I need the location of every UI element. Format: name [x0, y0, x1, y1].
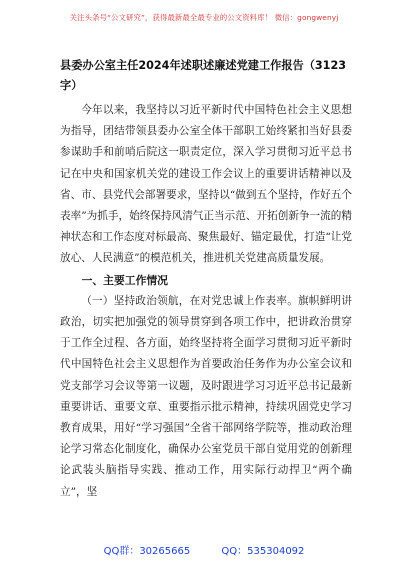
- qq-contact-link[interactable]: QQ：535304092: [221, 546, 305, 557]
- qq-group-link[interactable]: QQ群：30265665: [103, 546, 191, 557]
- document-title: 县委办公室主任2024年述职述廉述党建工作报告（3123字）: [60, 59, 347, 92]
- document-body: [60, 100, 352, 503]
- contact-footer: [0, 542, 408, 557]
- section-paragraph: （一）坚持政治领航，在对党忠诚上作表率。旗帜鲜明讲政治，切实把加强党的领导贯穿到各项工作中，把讲政治贯穿于工作全过程、各方面，始终坚持将全面学习贯彻习近平新时代中国特色社会主义思想作为首要政治任务作为办公室会议和党支部学习会议等第一议题，及时跟进学习习近平总书记最新重要讲话、重要文章、重要指示批示精神，持续巩固党史学习教育成果，用好“学习强国”全省干部网络学院等，推动政治理论学习常态化制度化，确保办公室党员干部自觉用党的创新理论武装头脑指导实践、推动工作，用实际行动捍卫“两个确立”，坚: [60, 294, 352, 498]
- section-heading: 一、主要工作情况: [81, 273, 168, 287]
- intro-paragraph: 今年以来，我坚持以习近平新时代中国特色社会主义思想为指导，团结带领县委办公室全体干部职工始终紧扣当好县委参谋助手和前哨后院这一职责定位，深入学习贯彻习近平总书记在中央和国家机关党的建设工作会议上的重要讲话精神以及省、市、县党代会部署要求，坚持以“做到五个坚持，作好五个表率”为抓手，始终保持风清气正当示范、开拓创新争一流的精神状态和工作态度对标最高、聚焦最好、锚定最优，打造“让党放心、人民满意”的模范机关，推进机关党建高质量发展。: [60, 104, 352, 265]
- promo-banner: 关注头条号“公文研究”，获得最新最全最专业的公文资料库！ 微信：gongwenyj: [69, 13, 339, 22]
